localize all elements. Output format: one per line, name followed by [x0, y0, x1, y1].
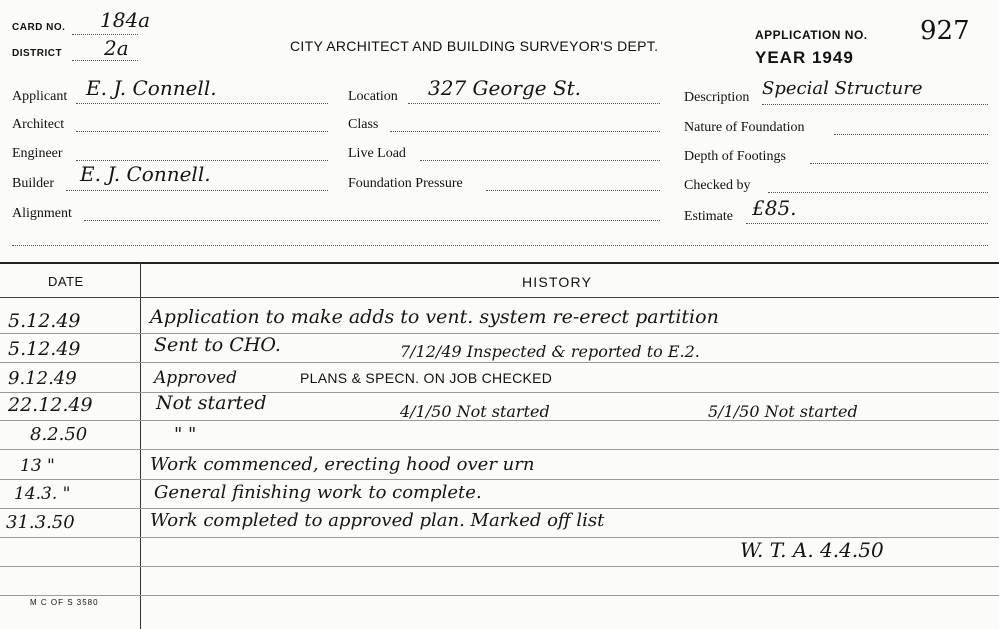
engineer-label: Engineer [12, 146, 63, 161]
history-row-1-entry: Application to make adds to vent. system re-erect partition [150, 306, 719, 328]
applicant-label: Applicant [12, 89, 68, 104]
history-row-3-date: 9.12.49 [8, 368, 77, 389]
card-no-value: 184a [100, 8, 151, 32]
estimate-value: £85. [752, 196, 797, 220]
department-title: CITY ARCHITECT AND BUILDING SURVEYOR'S DEPT. [290, 38, 659, 54]
history-row-7-date: 14.3. " [14, 484, 71, 504]
applicant-value: E. J. Connell. [86, 76, 217, 100]
class-label: Class [348, 117, 379, 132]
signature: W. T. A. 4.4.50 [740, 538, 884, 562]
history-row-6-date: 13 " [20, 456, 55, 476]
depth-footings-label: Depth of Footings [684, 149, 786, 164]
history-row-5-date: 8.2.50 [30, 424, 88, 445]
history-header: HISTORY [522, 274, 593, 290]
checked-by-label: Checked by [684, 178, 751, 193]
application-no-value: 927 [920, 16, 970, 46]
estimate-label: Estimate [684, 209, 733, 224]
history-row-2-date: 5.12.49 [8, 338, 81, 360]
application-no-label: APPLICATION NO. [755, 28, 868, 42]
year-label: YEAR 1949 [755, 48, 854, 67]
history-row-2-extra: 7/12/49 Inspected & reported to E.2. [400, 342, 700, 361]
history-row-7-entry: General finishing work to complete. [154, 482, 482, 503]
district-label: DISTRICT [12, 48, 63, 59]
alignment-label: Alignment [12, 206, 72, 221]
history-row-4-extra: 4/1/50 Not started [400, 402, 550, 421]
live-load-label: Live Load [348, 146, 406, 161]
location-value: 327 George St. [428, 76, 582, 100]
history-row-8-entry: Work completed to approved plan. Marked off list [150, 510, 605, 531]
form-code: M C OF S 3580 [30, 598, 99, 607]
history-row-8-date: 31.3.50 [6, 512, 75, 533]
nature-foundation-label: Nature of Foundation [684, 120, 805, 135]
foundation-pressure-label: Foundation Pressure [348, 176, 463, 191]
district-value: 2a [104, 36, 129, 60]
history-row-4-extra2: 5/1/50 Not started [708, 402, 858, 421]
description-value: Special Structure [762, 78, 923, 99]
plans-checked-stamp: PLANS & SPECN. ON JOB CHECKED [300, 370, 553, 386]
history-row-1-date: 5.12.49 [8, 310, 81, 332]
description-label: Description [684, 90, 750, 105]
history-row-4-date: 22.12.49 [8, 394, 93, 416]
history-row-3-entry: Approved [154, 368, 237, 388]
card-no-label: CARD NO. [12, 22, 66, 33]
date-column-divider [140, 262, 141, 629]
builder-value: E. J. Connell. [80, 162, 211, 186]
history-row-4-entry: Not started [156, 392, 267, 414]
history-row-2-entry: Sent to CHO. [154, 334, 281, 356]
history-row-6-entry: Work commenced, erecting hood over urn [150, 454, 535, 475]
builder-label: Builder [12, 176, 54, 191]
history-row-5-entry: " " [174, 424, 197, 445]
location-label: Location [348, 89, 398, 104]
architect-label: Architect [12, 117, 65, 132]
date-header: DATE [48, 274, 84, 289]
